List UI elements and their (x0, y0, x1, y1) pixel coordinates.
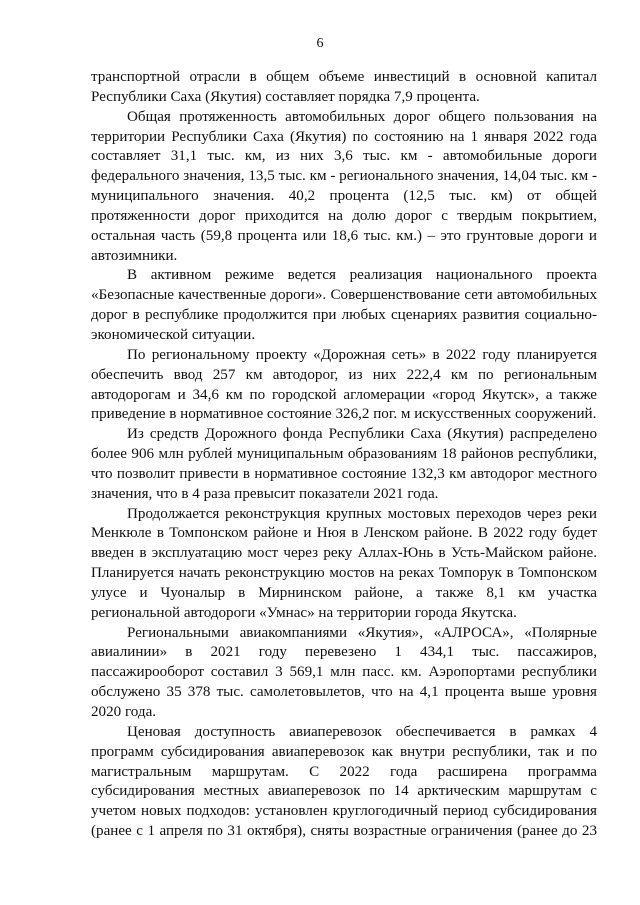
paragraph-road-network-project: По региональному проекту «Дорожная сеть» в 2022 году планируется обеспечить ввод 257 км автодорог, из них 222,4 км по региональным автодорогам и 34,6 км по городской агломерации «город Якутск», а также приведение в нормативное состояние 326,2 пог. м искусственных сооружений. (91, 346, 597, 423)
paragraph-air-subsidies: Ценовая доступность авиаперевозок обеспечивается в рамках 4 программ субсидирования авиаперевозок как внутри республики, так и по магистральным маршрутам. С 2022 года расширена программа субсидирования местных авиаперевозок по 14 арктическим маршрутам с учетом новых подходов: установлен круглогодичный период субсидирования (ранее с 1 апреля по 31 октября), сняты возрастные ограничения (ранее до 23 (91, 723, 597, 840)
paragraph-road-fund: Из средств Дорожного фонда Республики Саха (Якутия) распределено более 906 млн рублей муниципальным образованиям 18 районов республики, что позволит привести в нормативное состояние 132,3 км автодорог местного значения, что в 4 раза превысит показатели 2021 года. (91, 426, 597, 502)
paragraph-bridges: Продолжается реконструкция крупных мостовых переходов через реки Менкюле в Томпонском районе и Нюя в Ленском районе. В 2022 году будет введен в эксплуатацию мост через реку Аллах-Юнь в Усть-Майском районе. Планируется начать реконструкцию мостов на реках Томпорук в Томпонском улусе и Чуоналыр в Мирнинском районе, а также 8,1 км участка региональной автодороги «Умнас» на территории города Якутска. (91, 505, 597, 621)
document-body (91, 68, 597, 842)
page-number: 6 (316, 36, 324, 51)
paragraph-national-project: В активном режиме ведется реализация национального проекта «Безопасные качественные дороги». Совершенствование сети автомобильных дорог в республике продолжится при любых сценариях развития социально-экономической ситуации. (91, 267, 597, 343)
paragraph-investment-share: транспортной отрасли в общем объеме инвестиций в основной капитал Республики Саха (Якутия) составляет порядка 7,9 процента. (91, 69, 597, 105)
paragraph-airlines: Региональными авиакомпаниями «Якутия», «АЛРОСА», «Полярные авиалинии» в 2021 году перевезено 1 434,1 тыс. пассажиров, пассажирооборот составил 3 569,1 млн пасс. км. Аэропортами республики обслужено 35 378 тыс. самолетовылетов, что на 4,1 процента выше уровня 2020 года. (91, 624, 597, 720)
paragraph-road-length: Общая протяженность автомобильных дорог общего пользования на территории Республики Саха (Якутия) по состоянию на 1 января 2022 года составляет 31,1 тыс. км, из них 3,6 тыс. км - автомобильные дороги федерального значения, 13,5 тыс. км - регионального значения, 14,04 тыс. км - муниципального значения. 40,2 процента (12,5 тыс. км) от общей протяженности дорог приходится на долю дорог с твердым покрытием, остальная часть (59,8 процента или 18,6 тыс. км.) – это грунтовые дороги и автозимники. (91, 108, 597, 264)
